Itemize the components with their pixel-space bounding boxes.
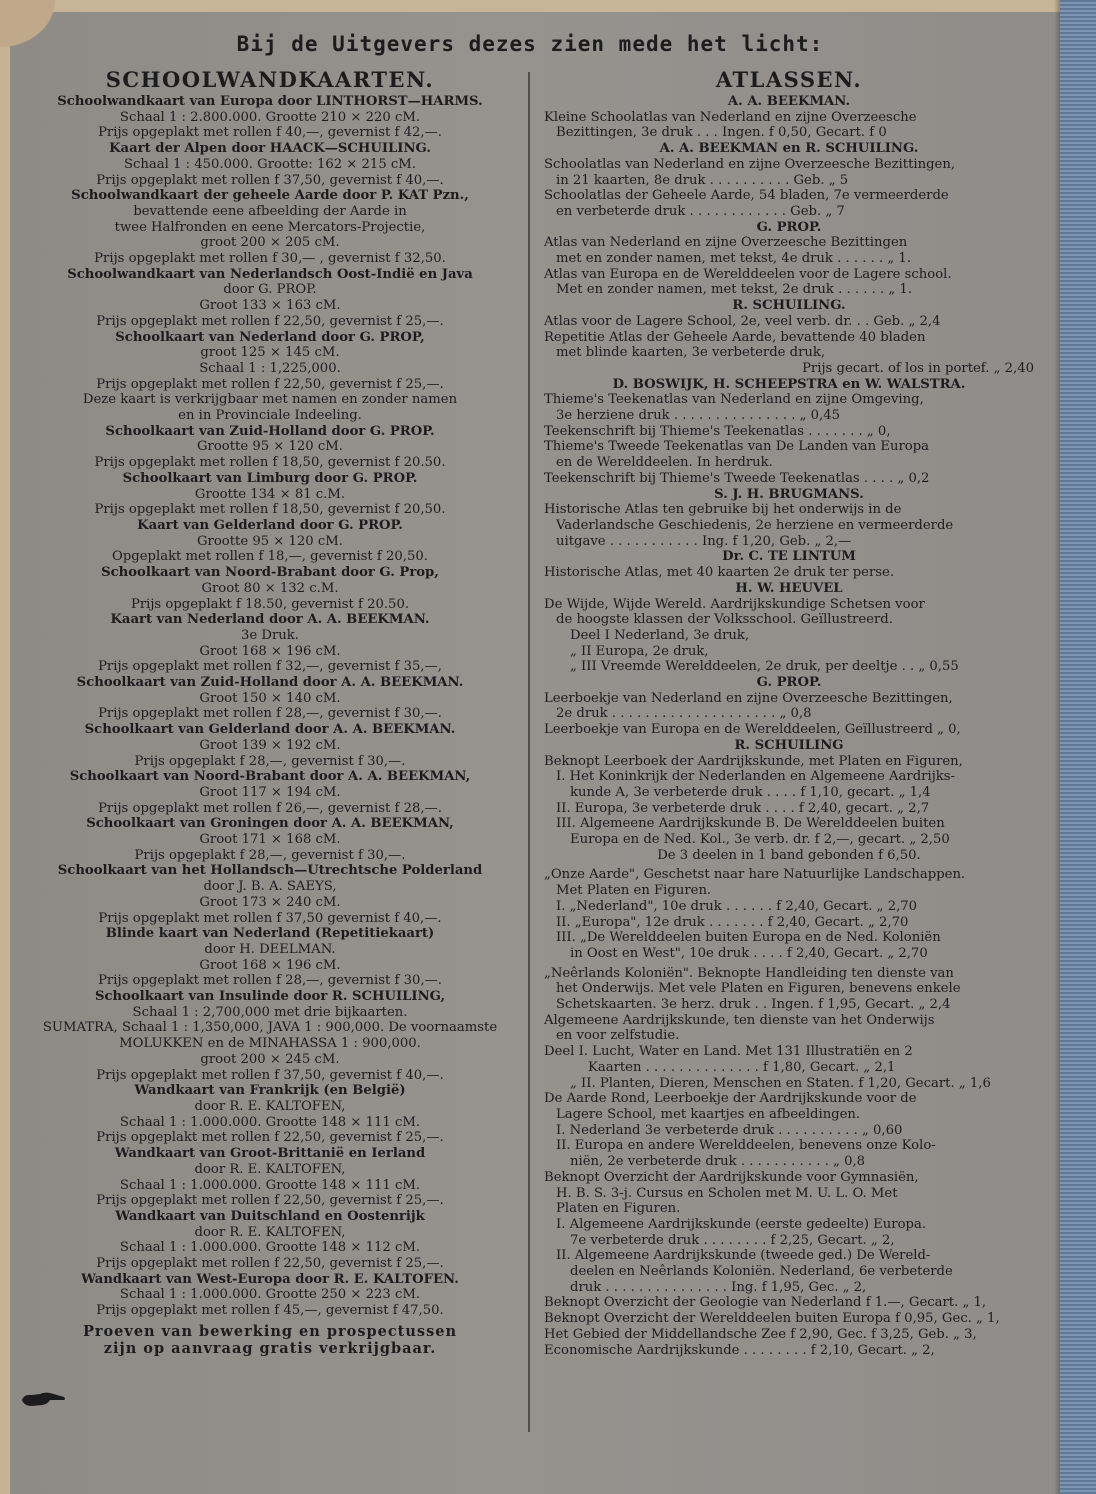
left-entry-line: Prijs opgeplakt met rollen f 32,—, gevernist f 35,—, — [98, 659, 442, 675]
left-entry-line: 3e Druk. — [241, 627, 299, 643]
right-entry-heading: G. PROP. — [756, 219, 822, 235]
left-entry-line: Groot 168 × 196 cM. — [199, 957, 341, 973]
right-entry-heading: A. A. BEEKMAN en R. SCHUILING. — [659, 141, 919, 157]
left-entry-line: en in Provinciale Indeeling. — [178, 408, 362, 424]
left-entry-heading: Wandkaart van Frankrijk (en België) — [134, 1083, 406, 1099]
footer-line-1: Proeven van bewerking en prospectussen — [82, 1322, 458, 1340]
left-entry-heading: Schoolkaart van het Hollandsch—Utrechtsche Polderland — [57, 863, 483, 879]
left-entry-line: Prijs opgeplakt met rollen f 45,—, gevernist f 47,50. — [96, 1303, 444, 1319]
right-entry-line: Kleine Schoolatlas van Nederland en zijne Overzeesche — [544, 109, 917, 125]
left-entry-line: Schaal 1 : 1,225,000. — [199, 360, 341, 376]
right-entry-line: Repetitie Atlas der Geheele Aarde, bevattende 40 bladen — [544, 329, 926, 345]
right-entry-line: II. Algemeene Aardrijkskunde (tweede ged.) De Wereld- — [556, 1248, 931, 1264]
right-entry-line: 7e verbeterde druk . . . . . . . . f 2,25, Gecart. „ 2, — [570, 1232, 895, 1248]
left-entry-line: Prijs opgeplakt met rollen f 40,—, gevernist f 42,—. — [98, 125, 442, 141]
right-entry-line: „ III Vreemde Werelddeelen, 2e druk, per deeltje . . „ 0,55 — [570, 659, 959, 675]
right-entry-line: in Oost en West", 10e druk . . . . f 2,40, Gecart. „ 2,70 — [570, 945, 928, 961]
right-entry-line: Deel I. Lucht, Water en Land. Met 131 Illustratiën en 2 — [544, 1044, 913, 1060]
right-entry-line: Algemeene Aardrijkskunde, ten dienste van het Onderwijs — [544, 1012, 935, 1028]
right-entry-line: Atlas voor de Lagere School, 2e, veel verb. dr. . . Geb. „ 2,4 — [544, 313, 941, 329]
wall-maps-column — [16, 66, 524, 1357]
right-entry-line: Teekenschrift bij Thieme's Tweede Teekenatlas . . . . „ 0,2 — [544, 470, 930, 486]
right-entry-line: Deel I Nederland, 3e druk, — [570, 627, 750, 643]
right-entry-line: Beknopt Leerboek der Aardrijkskunde, met Platen en Figuren, — [544, 753, 963, 769]
left-entry-heading: Schoolwandkaart der geheele Aarde door P. KAT Pzn., — [71, 188, 469, 204]
left-entry-line: groot 125 × 145 cM. — [200, 345, 340, 361]
right-entry-line: 3e herziene druk . . . . . . . . . . . . . . . „ 0,45 — [556, 408, 841, 424]
right-entry-line: en verbeterde druk . . . . . . . . . . . . Geb. „ 7 — [556, 203, 845, 219]
right-entry-line: I. Nederland 3e verbeterde druk . . . . . . . . . . „ 0,60 — [556, 1122, 903, 1138]
right-entry-line: De Wijde, Wijde Wereld. Aardrijkskundige Schetsen voor — [544, 596, 925, 612]
left-entry-line: Prijs opgeplakt met rollen f 22,50, gevernist f 25,—. — [96, 376, 444, 392]
right-entry-line: Met Platen en Figuren. — [556, 883, 712, 899]
right-entry-heading: G. PROP. — [756, 675, 822, 691]
left-entry-line: Prijs opgeplakt f 18.50, gevernist f 20.50. — [130, 596, 410, 612]
wall-maps-list — [16, 94, 524, 1319]
left-entry-heading: Blinde kaart van Nederland (Repetitiekaart) — [105, 926, 435, 942]
right-entry-line: en de Werelddeelen. In herdruk. — [556, 455, 773, 471]
left-entry-line: Deze kaart is verkrijgbaar met namen en zonder namen — [82, 392, 458, 408]
left-entry-line: Prijs opgeplakt met rollen f 22,50, gevernist f 25,—. — [96, 1130, 444, 1146]
right-entry-line: met en zonder namen, met tekst, 4e druk . . . . . . „ 1. — [556, 251, 912, 267]
right-entry-line: Schoolatlas der Geheele Aarde, 54 bladen, 7e vermeerderde — [544, 188, 949, 204]
left-entry-line: door R. E. KALTOFEN, — [194, 1099, 346, 1114]
left-entry-line: door R. E. KALTOFEN, — [194, 1224, 346, 1240]
right-entry-line: II. Europa en andere Werelddeelen, benevens onze Kolo- — [556, 1138, 936, 1154]
left-entry-heading: Schoolkaart van Nederland door G. PROP, — [115, 329, 425, 345]
right-entry-line: met blinde kaarten, 3e verbeterde druk, — [556, 345, 826, 361]
left-entry-line: groot 200 × 205 cM. — [200, 235, 340, 251]
right-entry-line: in 21 kaarten, 8e druk . . . . . . . . . . Geb. „ 5 — [556, 172, 849, 188]
left-entry-line: Groot 133 × 163 cM. — [199, 298, 341, 314]
left-entry-line: Prijs opgeplakt f 28,—, gevernist f 30,—. — [134, 847, 406, 863]
left-entry-line: Prijs opgeplakt met rollen f 22,50, gevernist f 25,—. — [96, 1193, 444, 1209]
left-entry-line: Groot 173 × 240 cM. — [199, 894, 341, 910]
right-entry-line: Bezittingen, 3e druk . . . Ingen. f 0,50, Gecart. f 0 — [556, 125, 887, 141]
left-entry-line: MOLUKKEN en de MINAHASSA 1 : 900,000. — [119, 1036, 421, 1052]
left-entry-line: Prijs opgeplakt met rollen f 28,—, gevernist f 30,—. — [98, 706, 442, 722]
left-entry-line: Prijs opgeplakt met rollen f 30,— , gevernist f 32,50. — [94, 251, 446, 267]
right-entry-line: Lagere School, met kaartjes en afbeeldingen. — [556, 1107, 861, 1122]
right-entry-line: I. Algemeene Aardrijkskunde (eerste gedeelte) Europa. — [556, 1216, 927, 1232]
right-entry-line: niën, 2e verbeterde druk . . . . . . . . . . . „ 0,8 — [570, 1154, 866, 1170]
right-entry-line: III. „De Werelddeelen buiten Europa en de Ned. Koloniën — [556, 930, 941, 946]
right-entry-heading: R. SCHUILING — [734, 737, 844, 753]
left-entry-line: Opgeplakt met rollen f 18,—, gevernist f 20,50. — [112, 549, 428, 565]
right-entry-line: Thieme's Teekenatlas van Nederland en zijne Omgeving, — [544, 392, 924, 408]
right-entry-line: Economische Aardrijkskunde . . . . . . . . f 2,10, Gecart. „ 2, — [544, 1342, 935, 1358]
right-entry-line: Schetskaarten. 3e herz. druk . . Ingen. f 1,95, Gecart. „ 2,4 — [556, 997, 951, 1013]
left-entry-heading: Schoolkaart van Noord-Brabant door A. A. BEEKMAN, — [69, 769, 471, 785]
wall-maps-title: SCHOOLWANDKAARTEN. — [105, 67, 435, 92]
left-entry-line: Schaal 1 : 1.000.000. Grootte 148 × 112 cM. — [119, 1240, 421, 1256]
right-entry-heading: R. SCHUILING. — [732, 298, 846, 314]
left-entry-line: Grootte 95 × 120 cM. — [197, 439, 343, 455]
left-entry-line: Schaal 1 : 1.000.000. Grootte 148 × 111 cM. — [119, 1114, 421, 1130]
left-entry-line: Groot 139 × 192 cM. — [199, 737, 341, 753]
right-entry-line: Met en zonder namen, met tekst, 2e druk . . . . . . „ 1. — [556, 282, 913, 298]
right-entry-line: „ II Europa, 2e druk, — [570, 643, 709, 659]
left-entry-heading: Schoolkaart van Groningen door A. A. BEEKMAN, — [86, 816, 454, 832]
left-entry-line: Prijs opgeplakt met rollen f 26,—, gevernist f 28,—. — [98, 800, 442, 816]
column-divider — [528, 72, 530, 1432]
right-entry-heading: A. A. BEEKMAN. — [727, 94, 851, 109]
left-entry-line: Prijs opgeplakt met rollen f 22,50, gevernist f 25,—. — [96, 313, 444, 329]
left-entry-line: Groot 171 × 168 cM. — [199, 832, 341, 848]
left-entry-line: Prijs opgeplakt met rollen f 28,—, gevernist f 30,—. — [98, 973, 442, 989]
left-entry-line: Schaal 1 : 1.000.000. Grootte 148 × 111 cM. — [119, 1177, 421, 1193]
right-entry-line: Beknopt Overzicht der Aardrijkskunde voor Gymnasiën, — [544, 1169, 919, 1185]
left-entry-heading: Schoolkaart van Insulinde door R. SCHUILING, — [94, 989, 446, 1005]
left-entry-line: Grootte 95 × 120 cM. — [197, 533, 343, 549]
right-entry-line: druk . . . . . . . . . . . . . . . Ing. f 1,95, Gec. „ 2, — [570, 1279, 867, 1295]
right-entry-heading: H. W. HEUVEL — [735, 580, 843, 596]
right-entry-line: Leerboekje van Nederland en zijne Overzeesche Bezittingen, — [544, 690, 953, 706]
left-entry-line: Prijs opgeplakt met rollen f 37,50, gevernist f 40,—. — [96, 1067, 444, 1083]
left-entry-line: door R. E. KALTOFEN, — [194, 1161, 346, 1177]
left-entry-heading: Schoolkaart van Gelderland door A. A. BEEKMAN. — [84, 722, 456, 738]
right-entry-line: I. „Nederland", 10e druk . . . . . . f 2,40, Gecart. „ 2,70 — [556, 898, 918, 914]
left-entry-heading: Schoolkaart van Zuid-Holland door A. A. BEEKMAN. — [76, 675, 464, 691]
pointing-hand-icon — [20, 1388, 66, 1412]
left-entry-line: Prijs opgeplakt met rollen f 18,50, gevernist f 20,50. — [94, 502, 446, 518]
right-entry-line: II. „Europa", 12e druk . . . . . . . f 2,40, Gecart. „ 2,70 — [556, 914, 909, 930]
left-entry-line: door J. B. A. SAEYS, — [203, 879, 337, 895]
left-entry-line: Prijs opgeplakt f 28,—, gevernist f 30,—. — [134, 753, 406, 769]
right-entry-heading: Dr. C. TE LINTUM — [722, 549, 856, 565]
right-entry-line: 2e druk . . . . . . . . . . . . . . . . . . . . „ 0,8 — [556, 706, 812, 722]
right-entry-line: Prijs gecart. of los in portef. „ 2,40 — [802, 360, 1034, 376]
right-entry-line: en voor zelfstudie. — [556, 1028, 680, 1044]
right-entry-line: Thieme's Tweede Teekenatlas van De Landen van Europa — [544, 439, 930, 455]
right-entry-line: de hoogste klassen der Volksschool. Geïllustreerd. — [556, 612, 893, 628]
left-entry-heading: Kaart van Gelderland door G. PROP. — [137, 517, 403, 533]
left-entry-line: Schaal 1 : 1.000.000. Grootte 250 × 223 cM. — [119, 1287, 421, 1303]
left-entry-line: Schaal 1 : 2.800.000. Grootte 210 × 220 cM. — [119, 109, 421, 125]
left-entry-heading: Schoolkaart van Limburg door G. PROP. — [122, 470, 418, 486]
worn-left-edge — [0, 0, 10, 1494]
left-entry-heading: Wandkaart van Duitschland en Oostenrijk — [115, 1208, 425, 1224]
right-entry-line: Leerboekje van Europa en de Werelddeelen, Geïllustreerd „ 0, — [544, 722, 961, 738]
left-entry-heading: Wandkaart van Groot-Brittanië en Ierland — [114, 1146, 426, 1162]
cloth-spine — [1060, 0, 1096, 1494]
left-entry-heading: Wandkaart van West-Europa door R. E. KALTOFEN. — [81, 1271, 459, 1287]
left-entry-line: Prijs opgeplakt met rollen f 18,50, gevernist f 20.50. — [94, 455, 446, 471]
right-entry-line: De 3 deelen in 1 band gebonden f 6,50. — [657, 847, 921, 863]
left-entry-line: Schaal 1 : 2,700,000 met drie bijkaarten. — [132, 1004, 408, 1020]
left-entry-line: Groot 117 × 194 cM. — [199, 784, 341, 800]
right-entry-line: „Onze Aarde", Geschetst naar hare Natuurlijke Landschappen. — [544, 867, 966, 883]
right-entry-line: „Neêrlands Koloniën". Beknopte Handleiding ten dienste van — [544, 965, 954, 981]
right-entry-line: Platen en Figuren. — [556, 1201, 681, 1217]
right-entry-heading: S. J. H. BRUGMANS. — [714, 486, 864, 502]
right-entry-line: Beknopt Overzicht der Geologie van Nederland f 1.—, Gecart. „ 1, — [544, 1295, 987, 1311]
left-entry-line: Groot 150 × 140 cM. — [199, 690, 341, 706]
right-entry-line: Vaderlandsche Geschiedenis, 2e herziene en vermeerderde — [556, 517, 954, 533]
right-entry-line: Europa en de Ned. Kol., 3e verb. dr. f 2,—, gecart. „ 2,50 — [570, 832, 950, 848]
right-entry-line: De Aarde Rond, Leerboekje der Aardrijkskunde voor de — [544, 1091, 917, 1107]
right-entry-line: I. Het Koninkrijk der Nederlanden en Algemeene Aardrijks- — [556, 769, 955, 785]
left-entry-heading: Kaart der Alpen door HAACK—SCHUILING. — [109, 141, 431, 157]
left-entry-line: Prijs opgeplakt met rollen f 37,50, gevernist f 40,—. — [96, 172, 444, 188]
left-entry-line: SUMATRA, Schaal 1 : 1,350,000, JAVA 1 : 900,000. De voornaamste — [42, 1020, 498, 1036]
right-entry-line: Atlas van Nederland en zijne Overzeesche Bezittingen — [544, 235, 908, 251]
right-entry-line: Teekenschrift bij Thieme's Teekenatlas . . . . . . . „ 0, — [544, 423, 891, 439]
atlases-column — [544, 66, 1034, 1358]
left-entry-heading: Schoolwandkaart van Nederlandsch Oost-Indië en Java — [67, 266, 473, 282]
left-entry-line: Groot 168 × 196 cM. — [199, 643, 341, 659]
right-entry-line: Het Gebied der Middellandsche Zee f 2,90, Gec. f 3,25, Geb. „ 3, — [544, 1326, 977, 1342]
right-entry-line: Beknopt Overzicht der Werelddeelen buiten Europa f 0,95, Gec. „ 1, — [544, 1311, 1000, 1327]
right-entry-line: III. Algemeene Aardrijkskunde B. De Werelddeelen buiten — [556, 816, 945, 832]
left-entry-line: Schaal 1 : 450.000. Grootte: 162 × 215 cM. — [124, 156, 416, 172]
publisher-header: Bij de Uitgevers dezes zien mede het licht: — [236, 32, 824, 56]
right-entry-line: Historische Atlas, met 40 kaarten 2e druk ter perse. — [544, 565, 895, 581]
left-entry-line: door G. PROP. — [223, 282, 317, 298]
right-entry-line: „ II. Planten, Dieren, Menschen en Staten. f 1,20, Gecart. „ 1,6 — [570, 1075, 991, 1091]
left-entry-heading: Schoolkaart van Noord-Brabant door G. Prop, — [101, 565, 439, 581]
atlases-title: ATLASSEN. — [715, 67, 863, 92]
left-entry-line: Prijs opgeplakt met rollen f 37,50 gevernist f 40,—. — [98, 910, 442, 926]
worn-top-edge — [0, 0, 1096, 12]
left-entry-line: twee Halfronden en eene Mercators-Projectie, — [114, 219, 426, 235]
right-entry-line: H. B. S. 3-j. Cursus en Scholen met M. U. L. O. Met — [556, 1185, 898, 1201]
right-entry-line: Atlas van Europa en de Werelddeelen voor de Lagere school. — [544, 266, 952, 282]
left-entry-heading: Schoolwandkaart van Europa door LINTHORST—HARMS. — [57, 94, 483, 109]
left-entry-heading: Kaart van Nederland door A. A. BEEKMAN. — [110, 612, 430, 628]
left-entry-line: Grootte 134 × 81 c.M. — [194, 486, 346, 502]
left-entry-line: groot 200 × 245 cM. — [200, 1051, 340, 1067]
left-entry-line: Groot 80 × 132 c.M. — [201, 580, 339, 596]
left-entry-line: door H. DEELMAN. — [204, 941, 336, 957]
atlases-list — [544, 94, 1034, 1358]
left-entry-heading: Schoolkaart van Zuid-Holland door G. PROP. — [105, 423, 435, 439]
right-entry-line: Kaarten . . . . . . . . . . . . . . f 1,80, Gecart. „ 2,1 — [588, 1059, 896, 1075]
right-entry-line: deelen en Neêrlands Koloniën. Nederland, 6e verbeterde — [570, 1264, 953, 1280]
footer-line-2: zijn op aanvraag gratis verkrijgbaar. — [103, 1339, 437, 1357]
right-entry-line: het Onderwijs. Met vele Platen en Figuren, benevens enkele — [556, 981, 961, 997]
left-entry-line: Prijs opgeplakt met rollen f 22,50, gevernist f 25,—. — [96, 1256, 444, 1272]
right-entry-line: Historische Atlas ten gebruike bij het onderwijs in de — [544, 502, 902, 518]
right-entry-line: Schoolatlas van Nederland en zijne Overzeesche Bezittingen, — [544, 156, 956, 172]
right-entry-heading: D. BOSWIJK, H. SCHEEPSTRA en W. WALSTRA. — [612, 376, 966, 392]
right-entry-line: kunde A, 3e verbeterde druk . . . . f 1,10, gecart. „ 1,4 — [570, 784, 931, 800]
left-entry-line: bevattende eene afbeelding der Aarde in — [133, 203, 407, 219]
right-entry-line: II. Europa, 3e verbeterde druk . . . . f 2,40, gecart. „ 2,7 — [556, 800, 930, 816]
right-entry-line: uitgave . . . . . . . . . . . Ing. f 1,20, Geb. „ 2,— — [556, 533, 852, 549]
